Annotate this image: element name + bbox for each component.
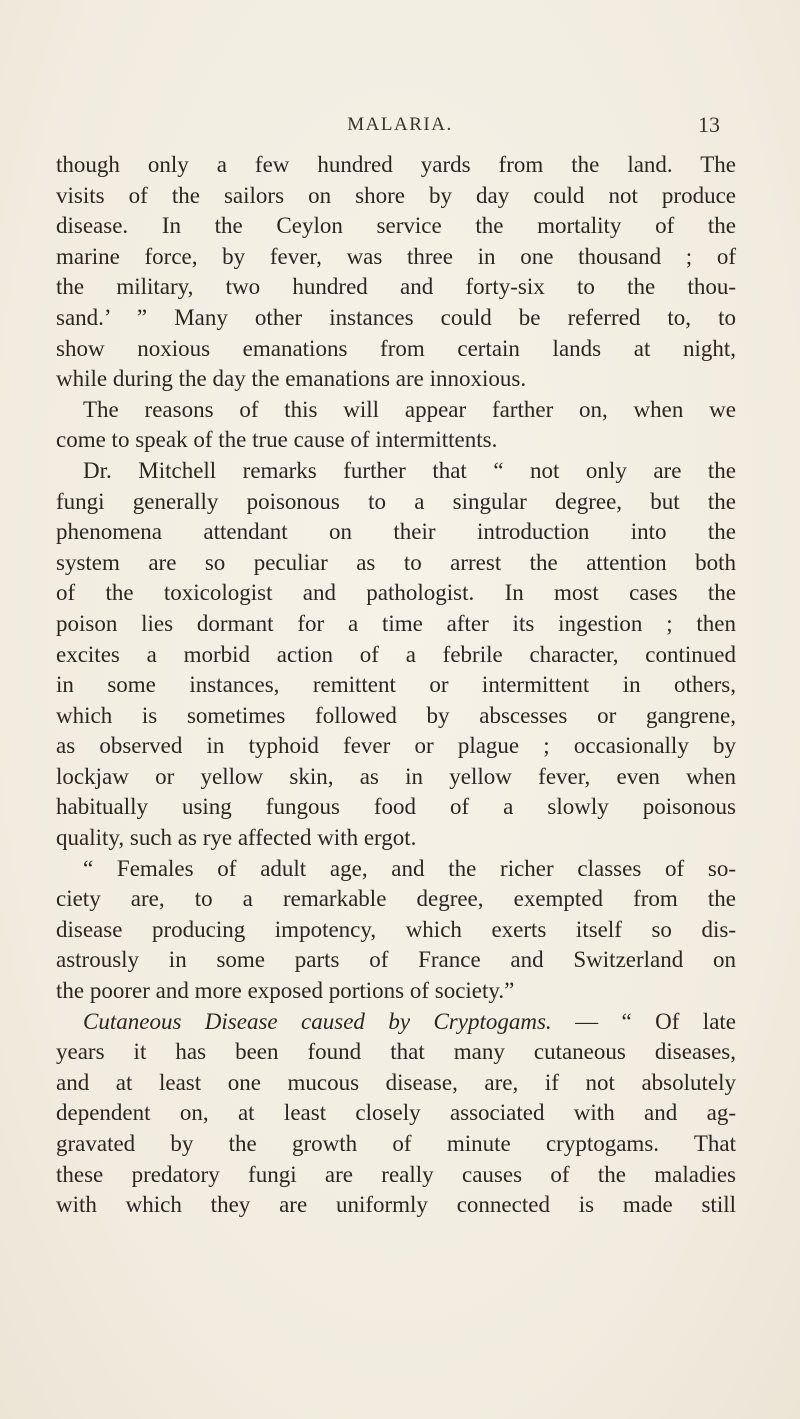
text-line: while during the day the emanations are innoxious. bbox=[56, 366, 527, 392]
running-head bbox=[0, 112, 800, 142]
text-line: the poorer and more exposed portions of society.” bbox=[56, 978, 515, 1004]
section-heading: Cutaneous Disease caused by Cryptogams. bbox=[83, 1008, 552, 1034]
text-line: dependent on, at least closely associated with and ag- bbox=[56, 1100, 736, 1126]
text-line: lockjaw or yellow skin, as in yellow fever, even when bbox=[56, 763, 736, 789]
text-line: marine force, by fever, was three in one thousand ; of bbox=[56, 243, 736, 269]
text-line: which is sometimes followed by abscesses or gangrene, bbox=[56, 702, 736, 728]
text-line: and at least one mucous disease, are, if not absolutely bbox=[56, 1069, 736, 1095]
text-line: phenomena attendant on their introduction into the bbox=[56, 519, 736, 545]
text-line: in some instances, remittent or intermittent in others, bbox=[56, 672, 736, 698]
text-line: show noxious emanations from certain lands at night, bbox=[56, 335, 736, 361]
page-number: 13 bbox=[698, 112, 720, 137]
text-line: disease producing impotency, which exerts itself so dis- bbox=[56, 916, 736, 942]
text-line: ciety are, to a remarkable degree, exempted from the bbox=[56, 886, 736, 912]
text-line: as observed in typhoid fever or plague ; occasionally by bbox=[56, 733, 736, 759]
text-line: with which they are uniformly connected is made still bbox=[56, 1192, 736, 1218]
text-line: astrously in some parts of France and Switzerland on bbox=[56, 947, 736, 973]
text-line: though only a few hundred yards from the land. The bbox=[56, 152, 736, 177]
section-line bbox=[56, 1007, 736, 1038]
text-line: quality, such as rye affected with ergot. bbox=[56, 825, 417, 851]
text-line: visits of the sailors on shore by day could not produce bbox=[56, 182, 736, 208]
text-line: the military, two hundred and forty-six to the thou- bbox=[56, 274, 736, 300]
text-line: these predatory fungi are really causes of the maladies bbox=[56, 1161, 736, 1187]
running-title: MALARIA. bbox=[347, 114, 453, 135]
body-text bbox=[56, 150, 736, 1221]
text-line: come to speak of the true cause of intermittents. bbox=[56, 427, 498, 453]
text-line: poison lies dormant for a time after its ingestion ; then bbox=[56, 610, 736, 636]
text-line: disease. In the Ceylon service the mortality of the bbox=[56, 213, 736, 239]
text-line: habitually using fungous food of a slowly poisonous bbox=[56, 794, 736, 820]
text-line: years it has been found that many cutaneous diseases, bbox=[56, 1039, 736, 1065]
text-line: excites a morbid action of a febrile character, continued bbox=[56, 641, 736, 667]
text-line: The reasons of this will appear farther on, when we bbox=[83, 396, 736, 422]
text-line: “ Females of adult age, and the richer classes of so- bbox=[83, 855, 736, 881]
section-line-text: — “ Of late bbox=[575, 1008, 736, 1034]
text-line: gravated by the growth of minute cryptogams. That bbox=[56, 1131, 736, 1156]
text-line: Dr. Mitchell remarks further that “ not only are the bbox=[83, 457, 736, 483]
text-line: of the toxicologist and pathologist. In most cases the bbox=[56, 580, 736, 606]
text-line: fungi generally poisonous to a singular degree, but the bbox=[56, 488, 736, 514]
text-line: system are so peculiar as to arrest the attention both bbox=[56, 549, 736, 575]
text-line: sand.’ ” Many other instances could be referred to, to bbox=[56, 304, 736, 330]
